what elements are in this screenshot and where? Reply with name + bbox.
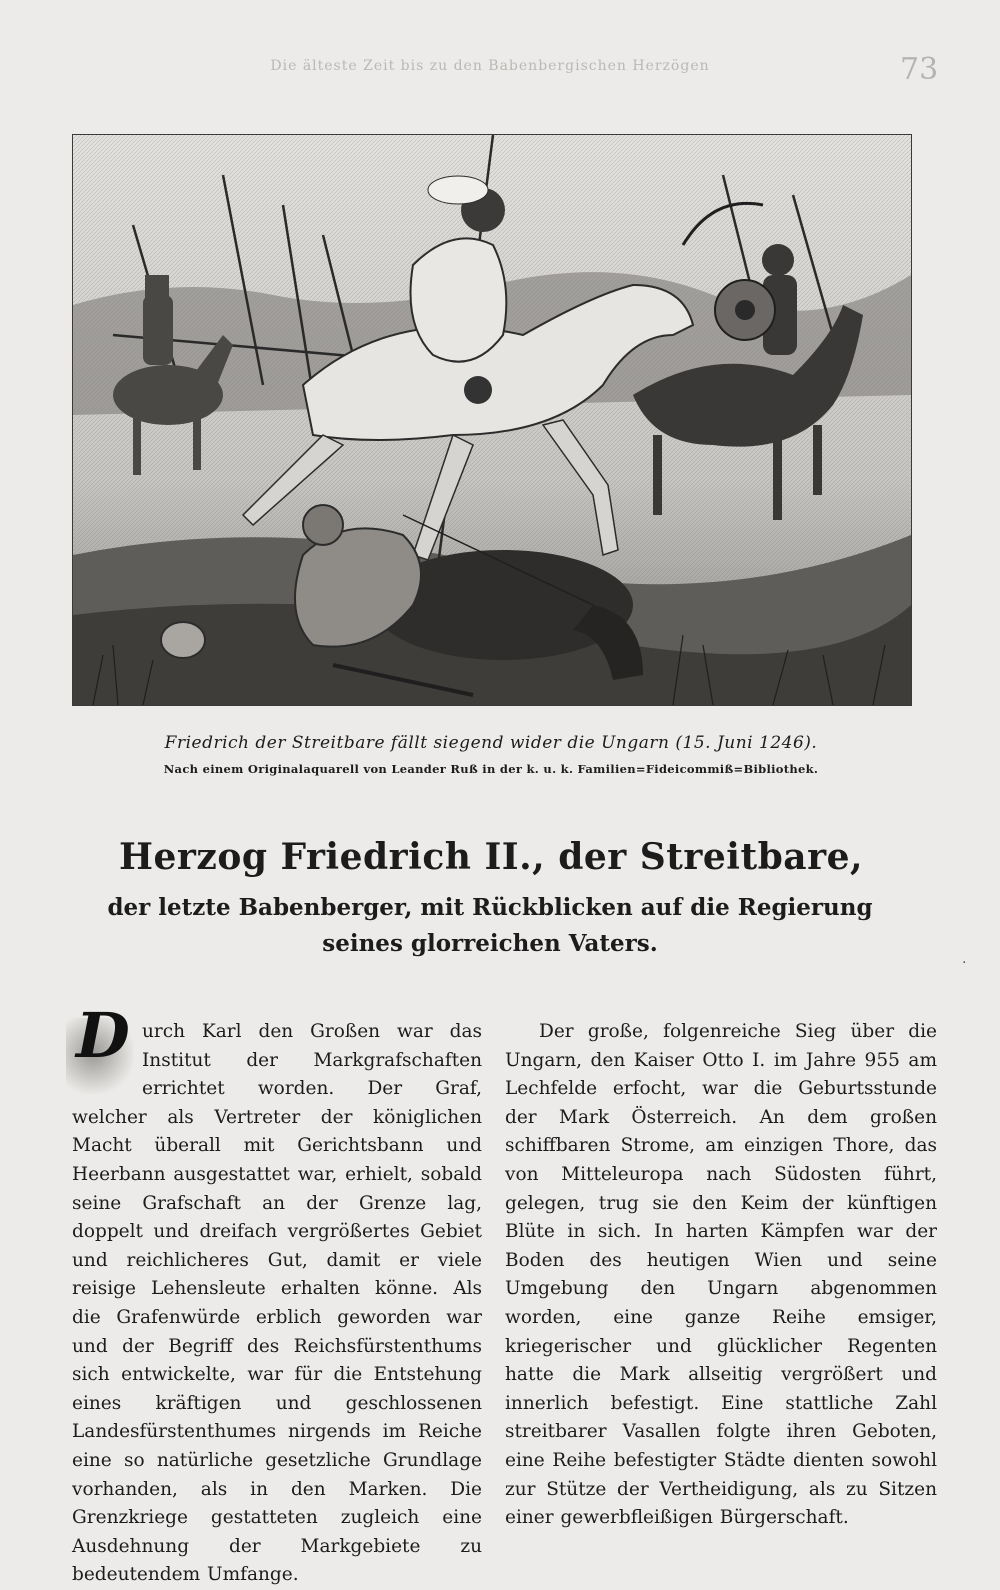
margin-mark: · bbox=[962, 955, 967, 971]
ornamental-initial bbox=[66, 999, 134, 1096]
illustration-caption: Friedrich der Streitbare fällt siegend wider die Ungarn (15. Juni 1246). bbox=[164, 733, 818, 753]
text-column-right bbox=[505, 1018, 937, 1533]
article-subtitle: der letzte Babenberger, mit Rückblicken auf die Regierung seines glorreichen Vaters. bbox=[107, 894, 873, 957]
battle-scene-drawing bbox=[73, 135, 911, 705]
illustration-credit: Nach einem Originalaquarell von Leander Ruß in der k. u. k. Familien=Fideicommiß=Bibliothek. bbox=[163, 762, 819, 776]
bleed-through-header: Die älteste Zeit bis zu den Babenbergischen Herzögen bbox=[270, 58, 710, 74]
paragraph-right: Der große, folgenreiche Sieg über die Ungarn, den Kaiser Otto I. im Jahre 955 am Lechfelde erfocht, war die Geburtsstunde der Mark Österreich. An dem großen schiffbaren Strome, am einzigen Thore, das von Mitteleuropa nach Südosten führt, gelegen, trug sie den Keim der künftigen Blüte in sich. In harten Kämpfen war der Boden des heutigen Wien und seine Umgebung den Ungarn abgenommen worden, eine ganze Reihe emsiger, kriegerischer und glücklicher Regenten hatte die Mark allseitig vergrößert und innerlich befestigt. Eine stattliche Zahl streitbarer Vasallen folgte ihren Geboten, eine Reihe befestigter Städte dienten sowohl zur Stütze der Vertheidigung, als zu Sitzen einer gewerbfleißigen Bürgerschaft. bbox=[505, 1021, 937, 1529]
article-title: Herzog Friedrich II., der Streitbare, bbox=[118, 836, 864, 878]
paragraph-left: urch Karl den Großen war das Institut der Markgrafschaften errichtet worden. Der Graf, welcher als Vertreter der königlichen Macht überall mit Gerichtsbann und Heerbann ausgestattet war, erhielt, sobald seine Grafschaft an der Grenze lag, doppelt und dreifach vergrößertes Gebiet und reichlicheres Gut, damit er viele reisige Lehensleute erhalten könne. Als die Grafenwürde erblich geworden war und der Begriff des Reichsfürstenthums sich entwickelte, war für die Entstehung eines kräftigen und geschlossenen Landesfürstenthumes nirgends im Reiche eine so natürliche gesetzliche Grundlage vorhanden, als in den Marken. Die Grenzkriege gestatteten zugleich eine Ausdehnung der Markgebiete zu bedeutendem Umfange. bbox=[72, 1021, 482, 1586]
initial-letter: D bbox=[76, 999, 130, 1072]
page-number: 73 bbox=[900, 52, 939, 87]
text-column-left bbox=[72, 999, 482, 1590]
battle-engraving bbox=[72, 134, 912, 706]
